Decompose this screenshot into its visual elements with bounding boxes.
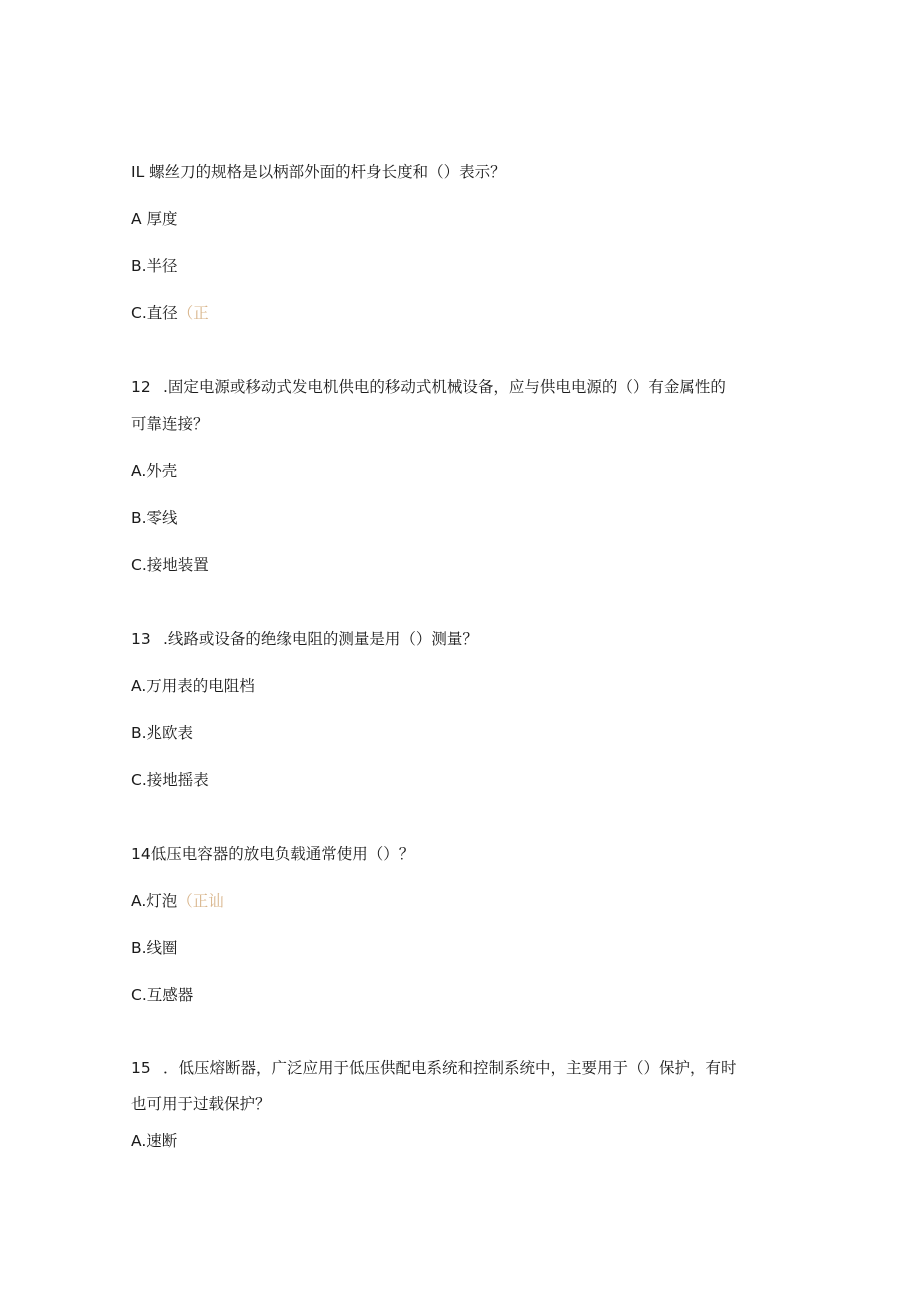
question-12-option-c xyxy=(131,555,209,575)
question-number: 15 xyxy=(131,1059,151,1077)
question-11-option-a xyxy=(131,209,178,229)
option-text: A.速断 xyxy=(131,1132,178,1150)
question-11-option-c xyxy=(131,303,209,323)
option-text: B.零线 xyxy=(131,509,178,527)
question-text: 可靠连接？ xyxy=(131,415,209,433)
option-text: A.外壳 xyxy=(131,462,178,480)
answer-mark: （正讪 xyxy=(177,892,224,910)
answer-mark: （正 xyxy=(177,304,209,322)
question-15-stem-continued xyxy=(131,1094,271,1114)
question-number: 14 xyxy=(131,845,151,863)
option-text: A.万用表的电阻档 xyxy=(131,677,255,695)
option-text: C.互感器 xyxy=(131,986,194,1004)
question-14-option-c xyxy=(131,985,193,1005)
question-11-stem xyxy=(131,162,506,182)
question-12-stem xyxy=(131,377,726,397)
option-text: C.接地摇表 xyxy=(131,771,209,789)
question-13-stem xyxy=(131,629,478,649)
question-15-stem xyxy=(131,1058,737,1078)
question-12-stem-continued xyxy=(131,414,209,434)
question-13-option-a xyxy=(131,676,255,696)
question-text: 螺丝刀的规格是以柄部外面的杆身长度和（）表示？ xyxy=(149,163,506,181)
question-text: 也可用于过载保护？ xyxy=(131,1095,271,1113)
question-14-option-a xyxy=(131,891,224,911)
option-text: A.灯泡 xyxy=(131,892,178,910)
question-11-option-b xyxy=(131,256,178,276)
option-text: A 厚度 xyxy=(131,210,178,228)
question-12-option-b xyxy=(131,508,178,528)
option-text: C.接地装置 xyxy=(131,556,209,574)
question-text: 低压电容器的放电负载通常使用（）？ xyxy=(150,845,415,863)
question-text: .线路或设备的绝缘电阻的测量是用（）测量？ xyxy=(163,630,478,648)
option-text: B.半径 xyxy=(131,257,178,275)
question-number: 13 xyxy=(131,630,151,648)
question-14-option-b xyxy=(131,938,178,958)
question-14-stem xyxy=(131,844,414,864)
question-13-option-b xyxy=(131,723,193,743)
question-12-option-a xyxy=(131,461,177,481)
question-15-option-a xyxy=(131,1131,177,1151)
option-text: B.线圈 xyxy=(131,939,178,957)
question-number: 12 xyxy=(131,378,151,396)
question-13-option-c xyxy=(131,770,209,790)
question-text: ．低压熔断器，广泛应用于低压供配电系统和控制系统中，主要用于（）保护，有时 xyxy=(163,1059,737,1077)
option-text: B.兆欧表 xyxy=(131,724,194,742)
question-text: .固定电源或移动式发电机供电的移动式机械设备，应与供电电源的（）有金属性的 xyxy=(163,378,726,396)
question-number: IL xyxy=(131,163,145,181)
option-text: C.直径 xyxy=(131,304,178,322)
